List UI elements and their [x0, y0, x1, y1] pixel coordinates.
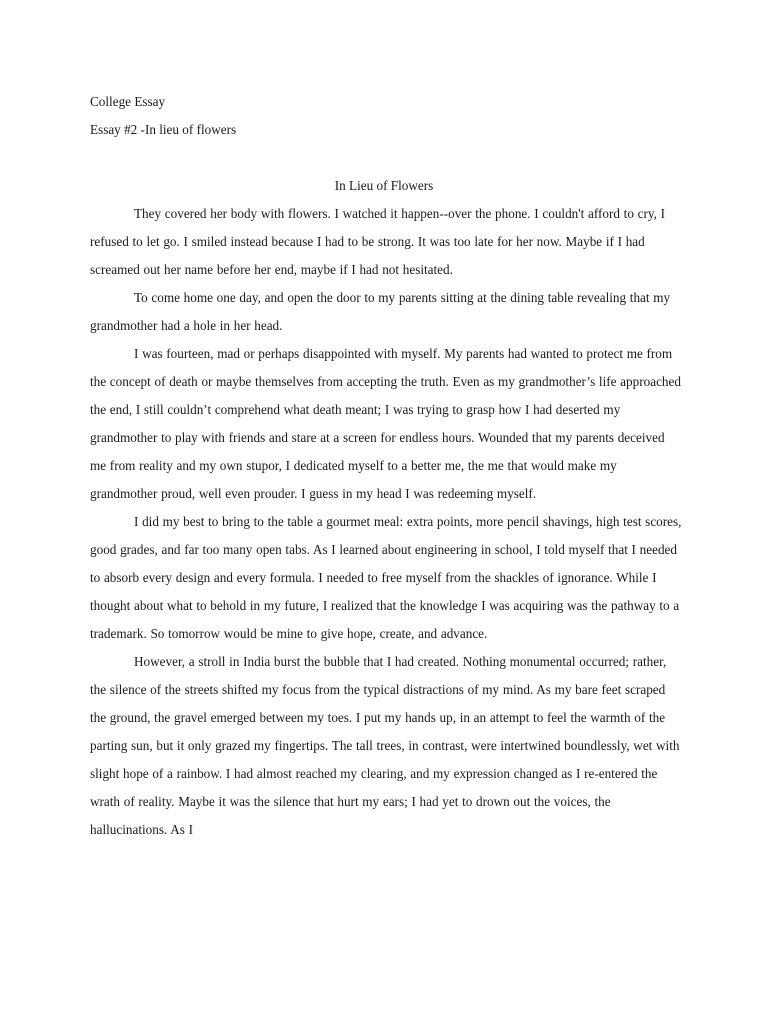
essay-title: In Lieu of Flowers [334, 178, 434, 193]
paragraph-1: They covered her body with flowers. I watched it happen--over the phone. I couldn't afford to cry, I refused to let go. I smiled instead because I had to be strong. It was too late for her now. Maybe if I had screamed out her name before her end, maybe if I had not hesitated. [90, 206, 665, 277]
paragraph-2: To come home one day, and open the door to my parents sitting at the dining table revealing that my grandmother had a hole in her head. [90, 290, 671, 333]
paragraph-3: I was fourteen, mad or perhaps disappointed with myself. My parents had wanted to protect me from the concept of death or maybe themselves from accepting the truth. Even as my grandmother’s life approached the end, I still couldn’t comprehend what death meant; I was trying to grasp how I had deserted my grandmother to play with friends and stare at a screen for endless hours. Wounded that my parents deceived me from reality and my own stupor, I dedicated myself to a better me, the me that would make my grandmother proud, well even prouder. I guess in my head I was redeeming myself. [90, 346, 681, 501]
header-essay-label: Essay #2 -In lieu of flowers [90, 122, 237, 137]
paragraph-5: However, a stroll in India burst the bubble that I had created. Nothing monumental occurred; rather, the silence of the streets shifted my focus from the typical distractions of my mind. As my bare feet scraped the ground, the gravel emerged between my toes. I put my hands up, in an attempt to feel the warmth of the parting sun, but it only grazed my fingertips. The tall trees, in contrast, were intertwined boundlessly, wet with slight hope of a rainbow. I had almost reached my clearing, and my expression changed as I re-entered the wrath of reality. Maybe it was the silence that hurt my ears; I had yet to drown out the voices, the hallucinations. As I [90, 654, 680, 837]
paragraph-4: I did my best to bring to the table a gourmet meal: extra points, more pencil shavings, high test scores, good grades, and far too many open tabs. As I learned about engineering in school, I told myself that I needed to absorb every design and every formula. I needed to free myself from the shackles of ignorance. While I thought about what to behold in my future, I realized that the knowledge I was acquiring was the pathway to a trademark. So tomorrow would be mine to give hope, create, and advance. [90, 514, 682, 641]
header-course: College Essay [90, 94, 166, 109]
essay-body [90, 200, 682, 844]
